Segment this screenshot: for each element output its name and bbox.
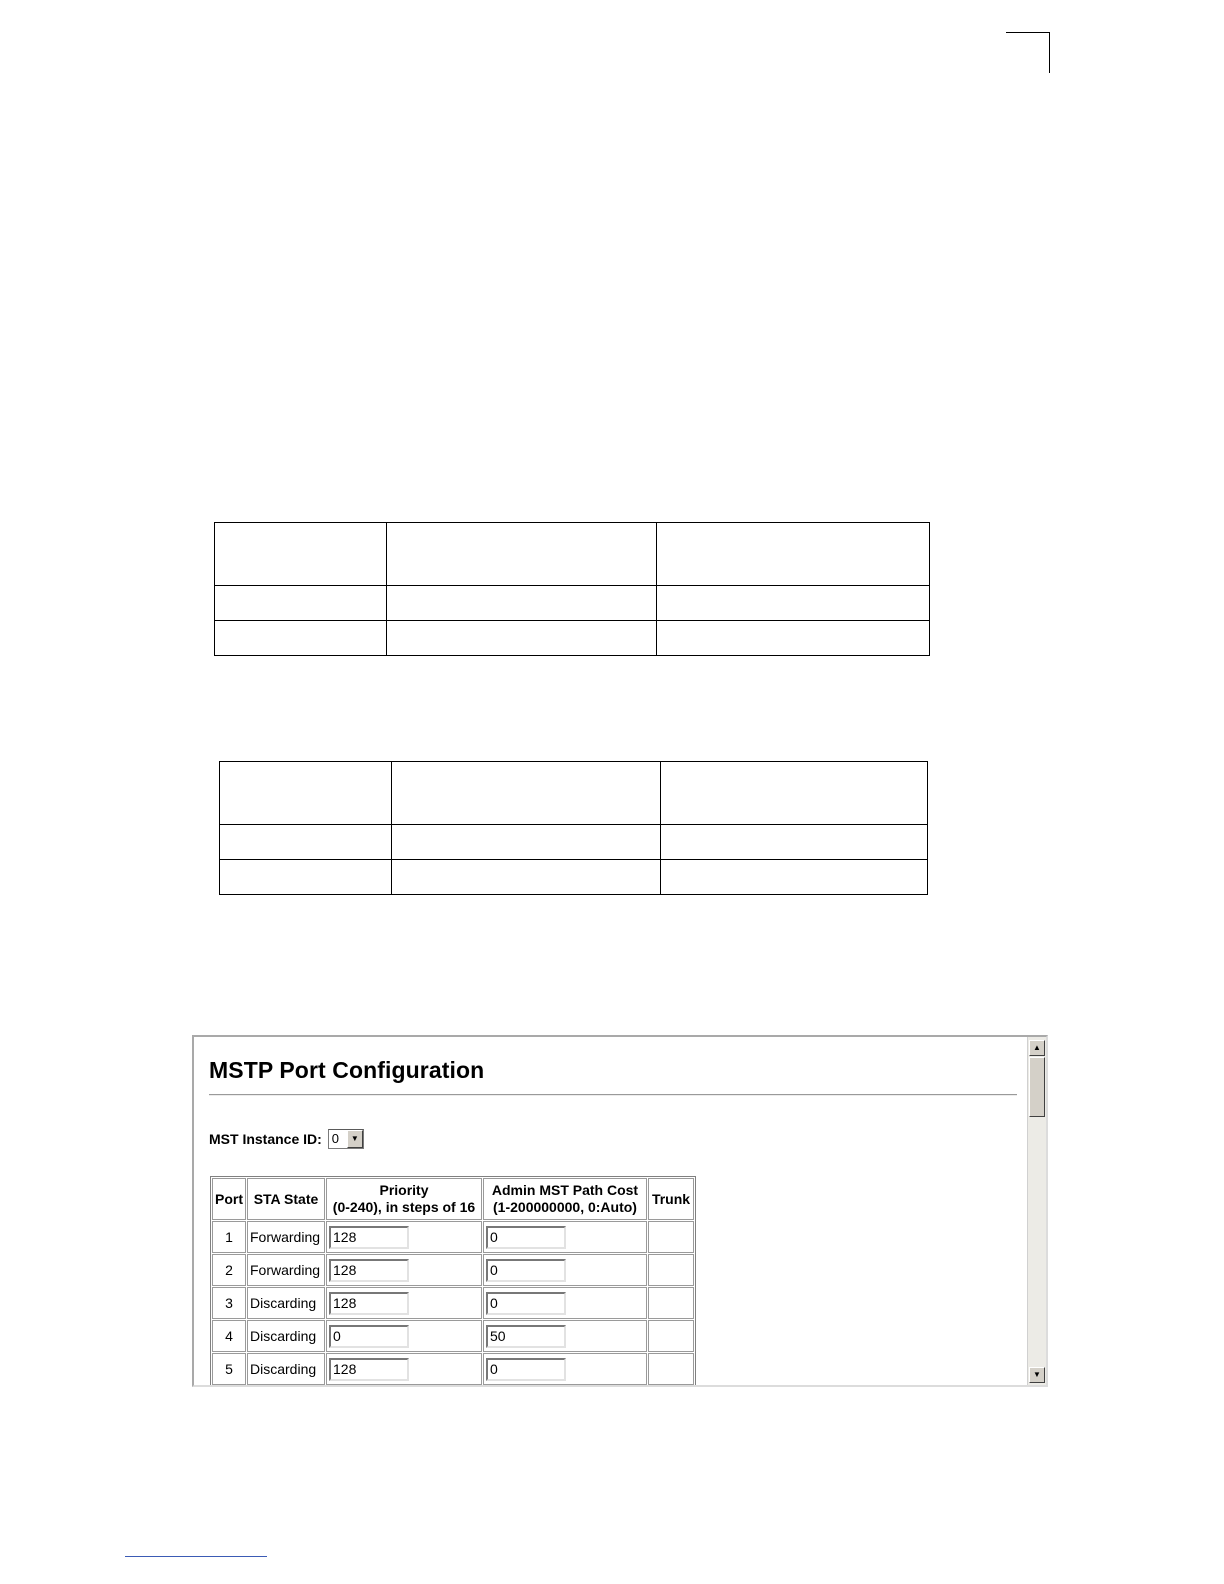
trunk-cell [648, 1254, 694, 1286]
mst-instance-value: 0 [331, 1131, 340, 1146]
sta-state: Forwarding [247, 1254, 325, 1286]
port-number: 5 [212, 1353, 246, 1385]
priority-input[interactable] [329, 1292, 409, 1315]
table-row [212, 1353, 694, 1385]
header-priority [326, 1178, 482, 1220]
scrollbar-thumb[interactable] [1029, 1057, 1045, 1117]
header-path-cost-range: (1-200000000, 0:Auto) [493, 1199, 637, 1215]
crop-mark-vertical [1049, 32, 1050, 73]
header-sta-state: STA State [247, 1178, 325, 1220]
empty-table-1 [214, 522, 930, 656]
chevron-down-icon[interactable]: ▼ [347, 1130, 363, 1148]
arrow-down-icon[interactable]: ▼ [1029, 1367, 1045, 1383]
mst-instance-label: MST Instance ID: [209, 1131, 322, 1147]
vertical-scrollbar[interactable] [1027, 1037, 1046, 1385]
trunk-cell [648, 1320, 694, 1352]
port-number: 2 [212, 1254, 246, 1286]
page-title: MSTP Port Configuration [209, 1057, 485, 1083]
header-priority-title: Priority [379, 1182, 429, 1198]
footer-link-underline [125, 1556, 267, 1557]
table-header-row [212, 1178, 694, 1220]
port-config-table [210, 1176, 696, 1385]
trunk-cell [648, 1287, 694, 1319]
path-cost-input[interactable] [486, 1325, 566, 1348]
table-row [212, 1221, 694, 1253]
header-trunk: Trunk [648, 1178, 694, 1220]
crop-mark-horizontal [1006, 32, 1050, 33]
sta-state: Discarding [247, 1353, 325, 1385]
priority-input[interactable] [329, 1259, 409, 1282]
mstp-port-config-screenshot [192, 1035, 1048, 1387]
mst-instance-row [209, 1129, 364, 1149]
priority-input[interactable] [329, 1325, 409, 1348]
table-row [212, 1320, 694, 1352]
sta-state: Forwarding [247, 1221, 325, 1253]
header-priority-range: (0-240), in steps of 16 [332, 1199, 476, 1215]
port-number: 1 [212, 1221, 246, 1253]
sta-state: Discarding [247, 1287, 325, 1319]
header-port: Port [212, 1178, 246, 1220]
priority-input[interactable] [329, 1358, 409, 1381]
header-path-cost [483, 1178, 647, 1220]
table-row [212, 1254, 694, 1286]
title-divider [209, 1094, 1017, 1096]
empty-table-2 [219, 761, 928, 895]
path-cost-input[interactable] [486, 1358, 566, 1381]
table-row [212, 1287, 694, 1319]
path-cost-input[interactable] [486, 1259, 566, 1282]
mst-instance-select[interactable] [328, 1129, 364, 1149]
sta-state: Discarding [247, 1320, 325, 1352]
path-cost-input[interactable] [486, 1292, 566, 1315]
arrow-up-icon[interactable]: ▲ [1029, 1040, 1045, 1056]
header-path-cost-title: Admin MST Path Cost [491, 1182, 639, 1198]
port-number: 4 [212, 1320, 246, 1352]
priority-input[interactable] [329, 1226, 409, 1249]
port-number: 3 [212, 1287, 246, 1319]
screenshot-content [194, 1037, 1026, 1385]
trunk-cell [648, 1353, 694, 1385]
trunk-cell [648, 1221, 694, 1253]
path-cost-input[interactable] [486, 1226, 566, 1249]
